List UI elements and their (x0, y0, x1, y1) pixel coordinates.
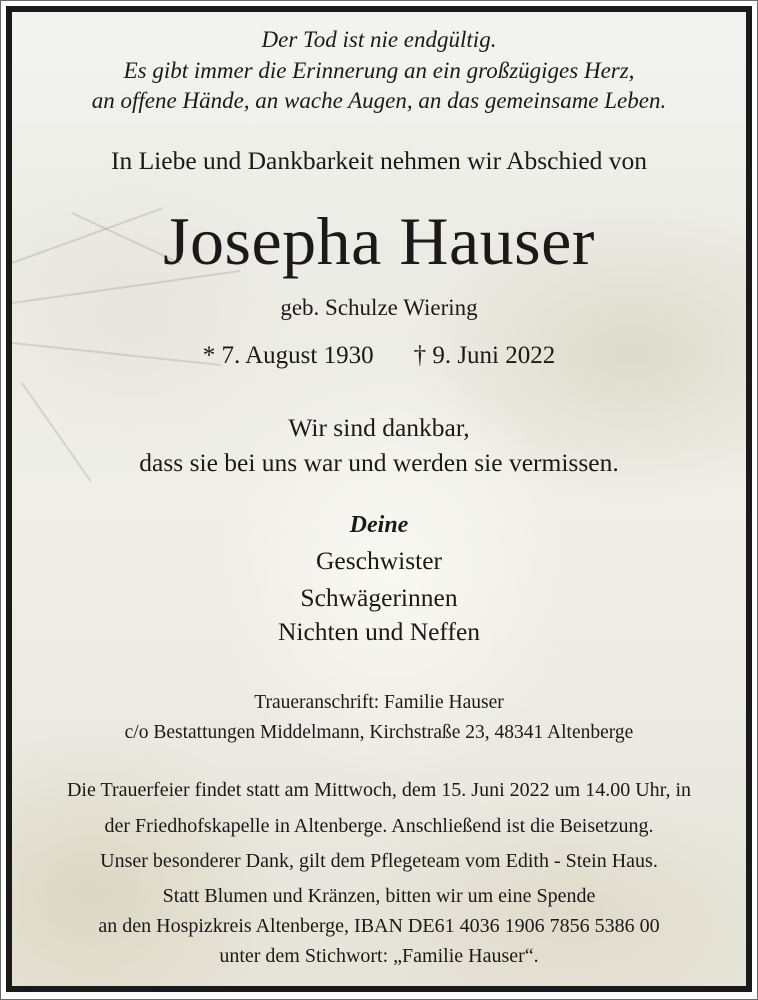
quote-line: Es gibt immer die Erinnerung an ein großzügiges Herz, (123, 58, 635, 83)
address-line: c/o Bestattungen Middelmann, Kirchstraße 23, 48341 Altenberge (124, 722, 634, 743)
obituary-frame (6, 6, 752, 992)
quote-line: an offene Hände, an wache Augen, an das gemeinsame Leben. (91, 88, 667, 113)
birth-name: geb. Schulze Wiering (280, 295, 478, 320)
donation-line: unter dem Stichwort: „Familie Hauser“. (219, 945, 539, 967)
thanks-line: dass sie bei uns war und werden sie vermissen. (139, 448, 619, 477)
thanks-note: Unser besonderer Dank, gilt dem Pflegeteam vom Edith - Stein Haus. (100, 850, 658, 872)
birth-date: * 7. August 1930 (202, 342, 374, 369)
thanks-line: Wir sind dankbar, (288, 413, 470, 442)
intro-text: In Liebe und Dankbarkeit nehmen wir Abschied von (110, 146, 648, 175)
address-line: Traueranschrift: Familie Hauser (254, 692, 504, 713)
quote-line: Der Tod ist nie endgültig. (261, 27, 497, 52)
life-dates (12, 342, 746, 370)
mourner-group: Geschwister (315, 546, 443, 575)
donation-line: Statt Blumen und Kränzen, bitten wir um eine Spende (162, 885, 596, 907)
service-line: Die Trauerfeier findet statt am Mittwoch, dem 15. Juni 2022 um 14.00 Uhr, in (66, 779, 692, 801)
mourners-heading: Deine (349, 512, 409, 538)
death-date: † 9. Juni 2022 (413, 342, 556, 369)
mourner-group: Schwägerinnen (300, 583, 458, 612)
service-line: der Friedhofskapelle in Altenberge. Anschließend ist die Beisetzung. (104, 815, 654, 837)
deceased-name: Josepha Hauser (163, 203, 595, 279)
donation-line: an den Hospizkreis Altenberge, IBAN DE61 4036 1906 7856 5386 00 (98, 915, 660, 937)
mourner-group: Nichten und Neffen (277, 617, 481, 646)
